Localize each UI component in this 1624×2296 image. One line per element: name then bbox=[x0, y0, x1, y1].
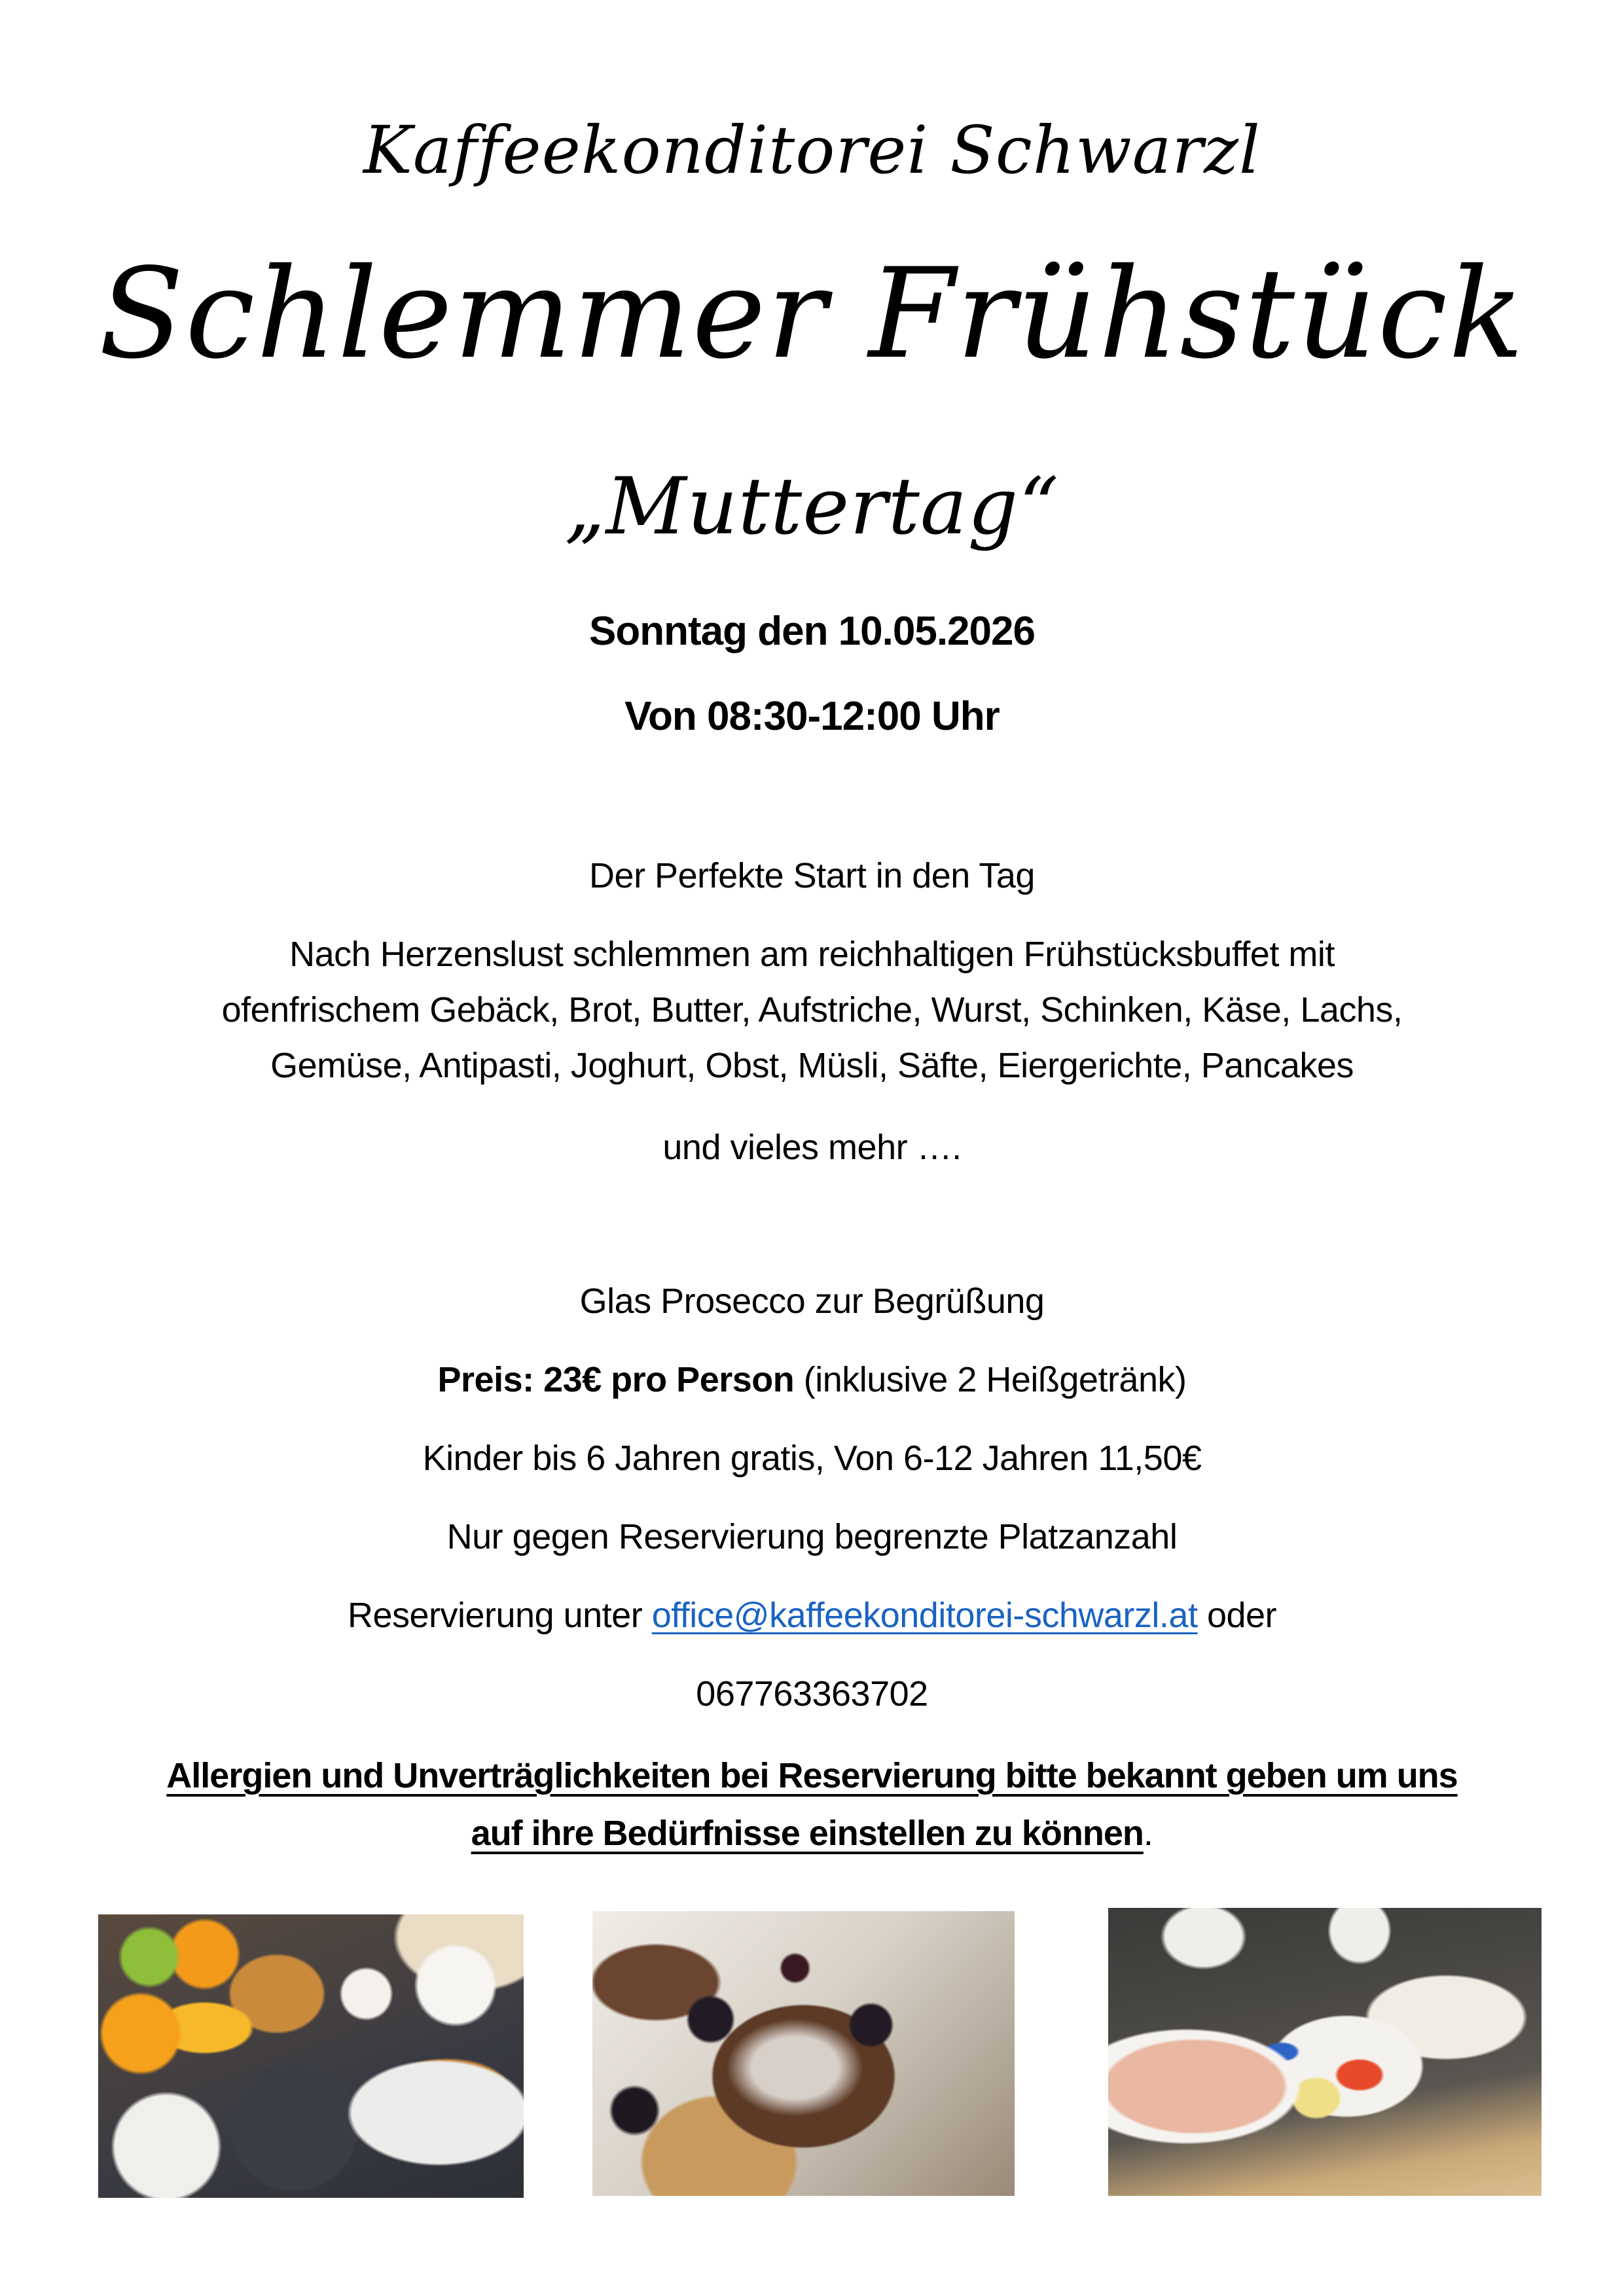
waffles-photo bbox=[592, 1911, 1015, 2196]
allergy-notice-period: . bbox=[1143, 1814, 1153, 1853]
buffet-photo bbox=[1108, 1908, 1542, 2196]
price-label: Preis: 23€ pro Person bbox=[437, 1360, 795, 1399]
price-line bbox=[0, 1358, 1624, 1401]
reservation-contact bbox=[0, 1594, 1624, 1637]
allergy-notice-line-1: Allergien und Unverträglichkeiten bei Reservierung bitte bekannt geben um uns bbox=[166, 1756, 1458, 1795]
welcome-drink: Glas Prosecco zur Begrüßung bbox=[579, 1282, 1045, 1321]
page-title: Schlemmer Frühstück bbox=[98, 242, 1526, 386]
event-date: Sonntag den 10.05.2026 bbox=[589, 609, 1035, 654]
description-line-1: Nach Herzenslust schlemmen am reichhaltigen Frühstücksbuffet mit bbox=[289, 935, 1335, 974]
phone-number: 067763363702 bbox=[696, 1674, 928, 1713]
reservation-suffix: oder bbox=[1197, 1596, 1277, 1635]
description-line-3: Gemüse, Antipasti, Joghurt, Obst, Müsli, Säfte, Eiergerichte, Pancakes bbox=[270, 1046, 1354, 1085]
children-pricing: Kinder bis 6 Jahren gratis, Von 6-12 Jahren 11,50€ bbox=[422, 1439, 1202, 1478]
description-more: und vieles mehr …. bbox=[662, 1128, 962, 1167]
occasion-subtitle: „Muttertag“ bbox=[564, 461, 1060, 552]
allergy-notice-line-2-wrap bbox=[0, 1812, 1624, 1855]
description-line-2: ofenfrischem Gebäck, Brot, Butter, Aufstriche, Wurst, Schinken, Käse, Lachs, bbox=[221, 990, 1403, 1030]
breakfast-table-photo bbox=[98, 1914, 524, 2198]
reservation-notice: Nur gegen Reservierung begrenzte Platzanzahl bbox=[446, 1517, 1178, 1556]
event-time: Von 08:30-12:00 Uhr bbox=[624, 694, 1000, 739]
reservation-prefix: Reservierung unter bbox=[347, 1596, 652, 1635]
intro-text: Der Perfekte Start in den Tag bbox=[589, 856, 1035, 895]
price-note: (inklusive 2 Heißgetränk) bbox=[794, 1360, 1187, 1399]
email-link[interactable]: office@kaffeekonditorei-schwarzl.at bbox=[651, 1596, 1198, 1635]
brand-name: Kaffeekonditorei Schwarzl bbox=[363, 112, 1261, 188]
allergy-notice-line-2: auf ihre Bedürfnisse einstellen zu können bbox=[471, 1814, 1144, 1853]
